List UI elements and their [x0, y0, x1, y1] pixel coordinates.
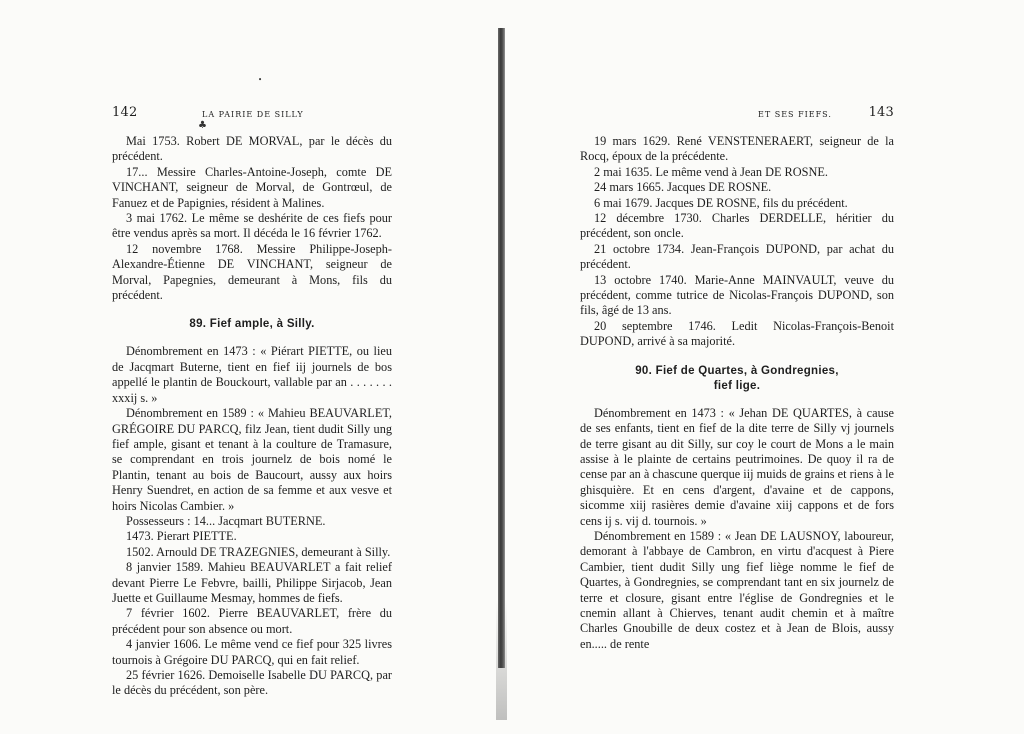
- printer-mark: ♣: [198, 120, 207, 131]
- paragraph: Dénombrement en 1589 : « Mahieu BEAUVARLET, GRÉGOIRE DU PARCQ, filz Jean, tient dudit Silly ung fief ample, gisant et tenant à la coulture de Tramasure, se comprendant en trois journelz de bois nomé le Plantin, tenant au bois de Baucourt, aussy aux hoirs Henry Suendret, en action de sa femme et aux vesve et hoirs Nicolas Cambier. »: [112, 406, 392, 513]
- right-body-text: [580, 134, 894, 652]
- paragraph: 13 octobre 1740. Marie-Anne MAINVAULT, veuve du précédent, comme tutrice de Nicolas-François DUPOND, son fils, âgé de 13 ans.: [580, 272, 894, 318]
- paragraph: Dénombrement en 1473 : « Jehan DE QUARTES, à cause de ses enfants, tient en fief de la dite terre de Silly vj journels de terre gisant au dit Silly, sur coy le court de Mons a le main assise à le plainte de certains peutrimoines. De quoy il ra de cense par an à chascune querque iij muids de grains et riens à le ghisquière. Et en cens d'argent, d'avaine et de cappons, sicomme xiij rasières demie d'avaine xiij cappons et de fors cens ij s. vij d. tournois. »: [580, 405, 894, 528]
- section-heading-line: fief lige.: [713, 379, 761, 392]
- paragraph: Dénombrement en 1473 : « Piérart PIETTE, ou lieu de Jacqmart Buterne, tient en fief iij journels de bos appellé le plantin de Bouckourt, vallable par an . . . . . . . xxxij s. »: [112, 344, 392, 405]
- paragraph: Mai 1753. Robert DE MORVAL, par le décès du précédent.: [112, 134, 392, 164]
- paragraph: 12 novembre 1768. Messire Philippe-Joseph-Alexandre-Étienne DE VINCHANT, seigneur de Morval, Papegnies, demeurant à Mons, fils du précédent.: [112, 241, 392, 303]
- margin-dot: •: [258, 76, 263, 84]
- paragraph: 1473. Pierart PIETTE.: [126, 529, 237, 544]
- paragraph: 1502. Arnould DE TRAZEGNIES, demeurant à Silly.: [126, 544, 391, 559]
- section-heading: 89. Fief ample, à Silly.: [189, 318, 315, 331]
- paragraph: 21 octobre 1734. Jean-François DUPOND, par achat du précédent.: [580, 241, 894, 272]
- page-number: 142: [112, 105, 138, 120]
- section-heading-line: 90. Fief de Quartes, à Gondregnies,: [635, 364, 839, 377]
- paragraph: 12 décembre 1730. Charles DERDELLE, héritier du précédent, son oncle.: [580, 211, 894, 241]
- paragraph: 17... Messire Charles-Antoine-Joseph, comte DE VINCHANT, seigneur de Morval, de Gontrœul, de Fanuez et de Papignies, résident à Malines.: [112, 164, 392, 210]
- paragraph: 6 mai 1679. Jacques DE ROSNE, fils du précédent.: [594, 195, 848, 210]
- paragraph: 25 février 1626. Demoiselle Isabelle DU PARCQ, par le décès du précédent, son père.: [112, 668, 392, 698]
- left-page: [0, 0, 500, 734]
- paragraph: 19 mars 1629. René VENSTENERAERT, seigneur de la Rocq, époux de la précédente.: [580, 134, 894, 164]
- running-title: LA PAIRIE DE SILLY: [202, 110, 304, 119]
- paragraph: 3 mai 1762. Le même se deshérite de ces fiefs pour être vendus après sa mort. Il décéda le 16 février 1762.: [112, 211, 392, 241]
- paragraph: Dénombrement en 1589 : « Jean DE LAUSNOY, laboureur, demorant à l'abbaye de Cambron, en virtu d'acquest à Piere Cambier, tient dudit Silly ung fief liège nomme le fief de Quartes, à Gondregnies, se comprendant tant en six journelz de terre et closure, gisant entre l'église de Gondregnies et le cnemin allant à Chierves, tenant audit chemin et à maître Charles Gnoubille de deux costez et à Jean de Blois, aussy en..... de rente: [580, 528, 894, 651]
- paragraph: Possesseurs : 14... Jacqmart BUTERNE.: [126, 513, 326, 528]
- page-number: 143: [868, 105, 894, 120]
- paragraph: 4 janvier 1606. Le même vend ce fief pour 325 livres tournois à Grégoire DU PARCQ, qui en fait relief.: [112, 637, 392, 667]
- section-heading: [580, 364, 894, 394]
- running-title: ET SES FIEFS.: [758, 110, 832, 119]
- paragraph: 7 février 1602. Pierre BEAUVARLET, frère du précédent pour son absence ou mort.: [112, 606, 392, 636]
- paragraph: 2 mai 1635. Le même vend à Jean DE ROSNE.: [594, 164, 828, 179]
- paragraph: 8 janvier 1589. Mahieu BEAUVARLET a fait relief devant Pierre Le Febvre, bailli, Philippe Sirjacob, Jean Juette et Guillaume Mesmay, hommes de fiefs.: [112, 560, 392, 605]
- paragraph: 24 mars 1665. Jacques DE ROSNE.: [594, 180, 772, 195]
- left-body-text: [112, 134, 392, 699]
- paragraph: 20 septembre 1746. Ledit Nicolas-François-Benoit DUPOND, arrivé à sa majorité.: [580, 318, 894, 349]
- right-page: [510, 0, 1024, 734]
